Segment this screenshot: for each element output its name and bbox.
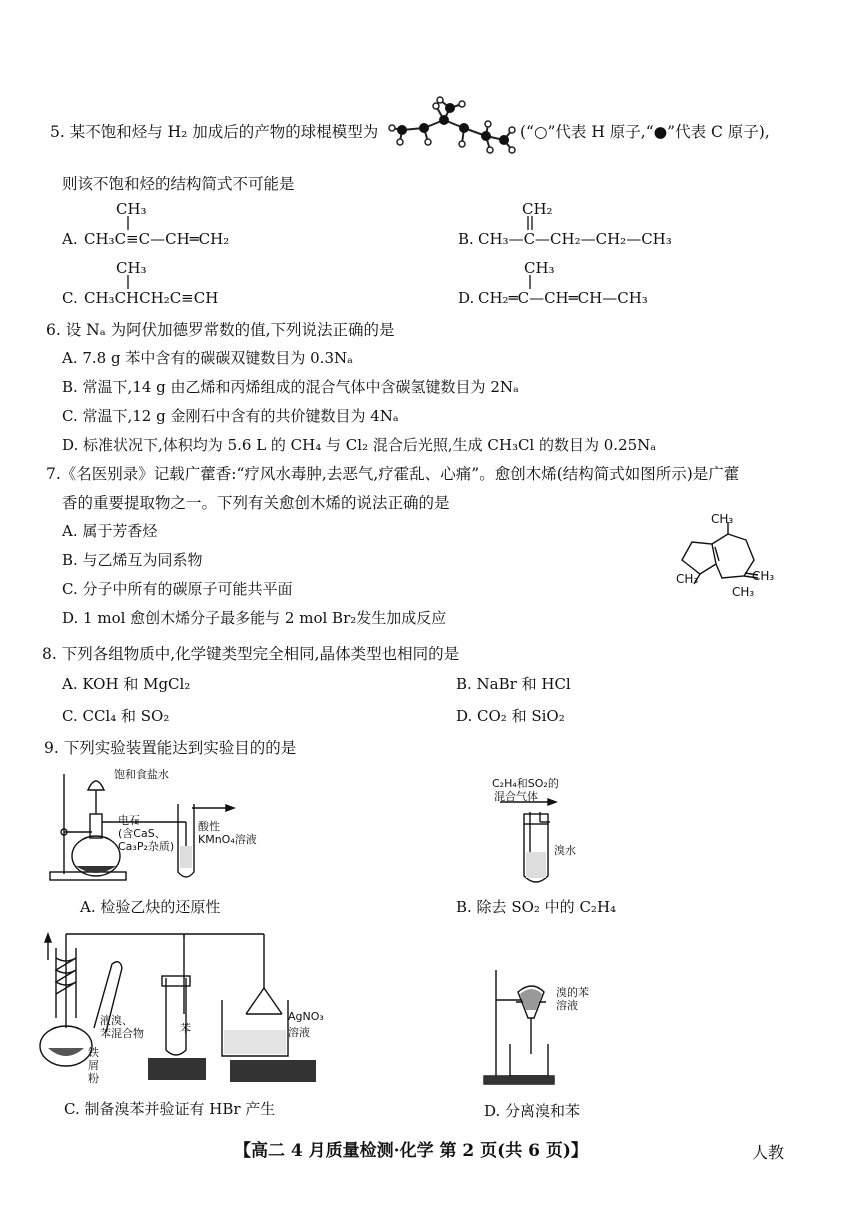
carbon-atom bbox=[397, 125, 407, 135]
q8-option-b: B. NaBr 和 HCl bbox=[456, 675, 571, 693]
apparatus-c-iron-label-3: 粉 bbox=[88, 1072, 99, 1085]
bond-line bbox=[528, 275, 532, 289]
edition-label: 人教 bbox=[752, 1143, 785, 1162]
q6-option-b: B. 常温下,14 g 由乙烯和丙烯组成的混合气体中含碳氢键数目为 2Nₐ bbox=[62, 378, 519, 396]
bond-line bbox=[126, 275, 130, 289]
q5-stem: 5. 某不饱和烃与 H₂ 加成后的产物的球棍模型为 bbox=[50, 123, 379, 141]
carbon-atom bbox=[445, 103, 455, 113]
q8-stem: 8. 下列各组物质中,化学键类型完全相同,晶体类型也相同的是 bbox=[42, 645, 460, 663]
q8-option-d: D. CO₂ 和 SiO₂ bbox=[456, 707, 565, 725]
q5-c-label: C. bbox=[62, 289, 78, 307]
q9-caption-a: A. 检验乙炔的还原性 bbox=[80, 898, 221, 916]
guaiene-isopropylidene-methyl2: CH₃ bbox=[732, 585, 755, 599]
q5-stem-legend: (“○”代表 H 原子,“●”代表 C 原子), bbox=[520, 123, 770, 141]
carbon-atom bbox=[481, 131, 491, 141]
q9-stem: 9. 下列实验装置能达到实验目的的是 bbox=[44, 739, 297, 757]
apparatus-b-bromine-water-label: 溴水 bbox=[554, 844, 576, 857]
apparatus-c-figure bbox=[34, 928, 344, 1088]
carbon-atom bbox=[439, 115, 449, 125]
apparatus-c-iron-label-2: 屑 bbox=[88, 1059, 99, 1072]
bond-line bbox=[126, 216, 130, 230]
q6-option-d: D. 标准状况下,体积均为 5.6 L 的 CH₄ 与 Cl₂ 混合后光照,生成 CH₃Cl 的数目为 0.25Nₐ bbox=[62, 436, 657, 454]
apparatus-d-figure bbox=[482, 966, 562, 1086]
ball-and-stick-model-figure bbox=[388, 100, 518, 156]
apparatus-a-brine-label: 饱和食盐水 bbox=[114, 768, 169, 781]
q8-option-c: C. CCl₄ 和 SO₂ bbox=[62, 707, 170, 725]
apparatus-b-gas-label-2: 混合气体 bbox=[494, 790, 538, 803]
q5-c-branch: CH₃ bbox=[116, 259, 147, 277]
q9-caption-d: D. 分离溴和苯 bbox=[484, 1102, 581, 1120]
carbon-atom bbox=[459, 123, 469, 133]
guaiene-isopropylidene-methyl1: CH₃ bbox=[752, 569, 775, 583]
q6-option-c: C. 常温下,12 g 金刚石中含有的共价键数目为 4Nₐ bbox=[62, 407, 399, 425]
q5-b-formula: CH₃—C—CH₂—CH₂—CH₃ bbox=[478, 230, 672, 248]
q5-c-formula: CH₃CHCH₂C≡CH bbox=[84, 289, 219, 307]
apparatus-a-carbide-label: 电石 bbox=[118, 814, 140, 827]
apparatus-c-benzene-label: 苯 bbox=[180, 1022, 191, 1035]
apparatus-a-kmno4-label-2: KMnO₄溶液 bbox=[198, 833, 257, 846]
q5-d-label: D. bbox=[458, 289, 475, 307]
apparatus-b-gas-label: C₂H₄和SO₂的 bbox=[492, 777, 559, 790]
q9-caption-c: C. 制备溴苯并验证有 HBr 产生 bbox=[64, 1100, 276, 1118]
apparatus-a-carbide-label-3: Ca₃P₂杂质) bbox=[118, 840, 175, 853]
guaiene-methyl-top: CH₃ bbox=[711, 512, 734, 526]
q6-option-a: A. 7.8 g 苯中含有的碳碳双键数目为 0.3Nₐ bbox=[62, 349, 353, 367]
apparatus-d-label: 溴的苯 bbox=[556, 986, 589, 999]
apparatus-a-carbide-label-2: (含CaS、 bbox=[118, 827, 166, 840]
guaiene-structure-figure bbox=[672, 520, 782, 600]
apparatus-b-figure bbox=[500, 792, 580, 888]
q5-a-branch: CH₃ bbox=[116, 200, 147, 218]
double-bond-line bbox=[526, 216, 534, 230]
q7-stem-line1: 7.《名医别录》记载广藿香:“疗风水毒肿,去恶气,疗霍乱、心痛”。愈创木烯(结构简式如图所示)是广藿 bbox=[46, 465, 740, 483]
q7-option-d: D. 1 mol 愈创木烯分子最多能与 2 mol Br₂发生加成反应 bbox=[62, 609, 447, 627]
apparatus-c-iron-label-1: 铁 bbox=[88, 1046, 99, 1059]
q5-b-label: B. bbox=[458, 230, 474, 248]
apparatus-a-kmno4-label: 酸性 bbox=[198, 820, 220, 833]
q5-b-branch: CH₂ bbox=[522, 200, 553, 218]
q8-option-a: A. KOH 和 MgCl₂ bbox=[62, 675, 191, 693]
q7-option-a: A. 属于芳香烃 bbox=[62, 522, 158, 540]
q5-stem-line2: 则该不饱和烃的结构简式不可能是 bbox=[62, 175, 295, 193]
guaiene-methyl-bottom: CH₃ bbox=[676, 572, 699, 586]
apparatus-c-agno3-label-2: 溶液 bbox=[288, 1026, 310, 1039]
q5-d-formula: CH₂═C—CH═CH—CH₃ bbox=[478, 289, 648, 307]
carbon-atom bbox=[419, 123, 429, 133]
apparatus-c-mixture-label-2: 苯混合物 bbox=[100, 1027, 144, 1040]
q5-a-formula: CH₃C≡C—CH═CH₂ bbox=[84, 230, 230, 248]
q7-stem-line2: 香的重要提取物之一。下列有关愈创木烯的说法正确的是 bbox=[62, 494, 450, 512]
q5-a-label: A. bbox=[62, 230, 78, 248]
apparatus-c-agno3-label: AgNO₃ bbox=[288, 1010, 324, 1023]
q7-option-c: C. 分子中所有的碳原子可能共平面 bbox=[62, 580, 293, 598]
apparatus-c-mixture-label: 液溴、 bbox=[100, 1014, 133, 1027]
page-footer: 【高二 4 月质量检测·化学 第 2 页(共 6 页)】 bbox=[234, 1141, 588, 1161]
q6-stem: 6. 设 Nₐ 为阿伏加德罗常数的值,下列说法正确的是 bbox=[46, 321, 395, 339]
q9-caption-b: B. 除去 SO₂ 中的 C₂H₄ bbox=[456, 898, 617, 916]
apparatus-d-label-2: 溶液 bbox=[556, 999, 578, 1012]
carbon-atom bbox=[499, 135, 509, 145]
q5-d-branch: CH₃ bbox=[524, 259, 555, 277]
q7-option-b: B. 与乙烯互为同系物 bbox=[62, 551, 203, 569]
